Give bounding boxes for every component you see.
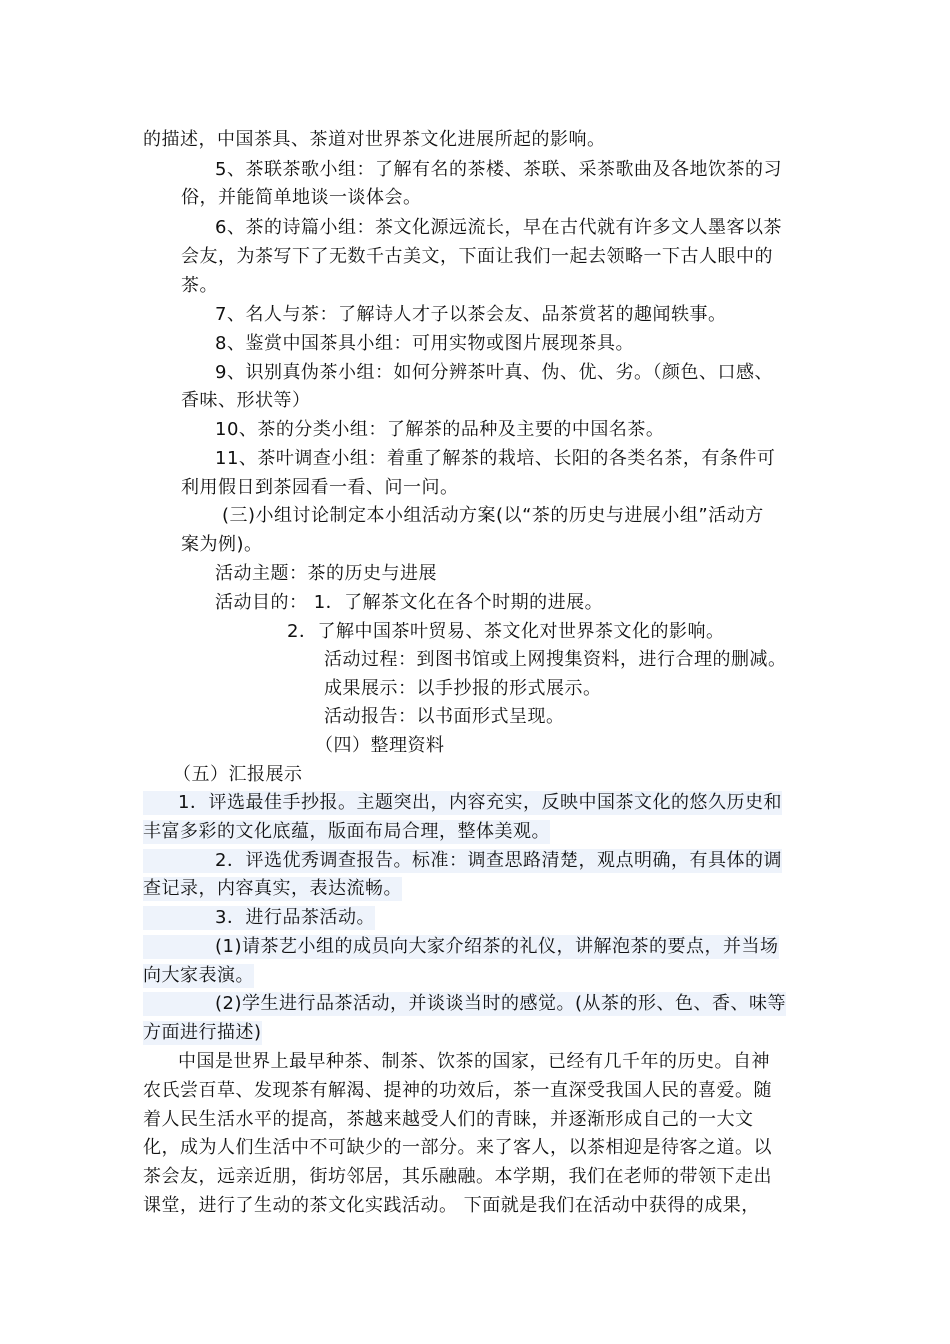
text-line: 茶会友，远亲近朋，街坊邻居，其乐融融。本学期，我们在老师的带领下走出 [143,1166,772,1187]
text-line-highlighted: 2．评选优秀调查报告。标准：调查思路清楚，观点明确，有具体的调 [143,849,782,873]
text-line-highlighted: 3．进行品茶活动。 [143,906,375,930]
text-line: 香味、形状等） [181,390,311,411]
text-line: 7、名人与茶：了解诗人才子以茶会友、品茶赏茗的趣闻轶事。 [215,304,727,325]
text-line: 5、茶联茶歌小组：了解有名的茶楼、茶联、采茶歌曲及各地饮茶的习 [215,159,782,180]
text-line-highlighted: 1．评选最佳手抄报。主题突出，内容充实，反映中国茶文化的悠久历史和 [143,791,782,815]
text-line: 课堂，进行了生动的茶文化实践活动。 下面就是我们在活动中获得的成果， [143,1195,760,1216]
text-line: 10、茶的分类小组：了解茶的品种及主要的中国名茶。 [215,419,665,440]
text-line: 中国是世界上最早种茶、制茶、饮茶的国家，已经有几千年的历史。自神 [178,1051,770,1072]
text-line: 活动主题：茶的历史与进展 [215,563,437,584]
text-line: （五）汇报展示 [173,764,303,785]
text-line: 11、茶叶调查小组：着重了解茶的栽培、长阳的各类名茶，有条件可 [215,448,776,469]
text-line: 化，成为人们生活中不可缺少的一部分。来了客人，以茶相迎是待客之道。以 [143,1137,772,1158]
text-line: 案为例)。 [181,534,263,555]
text-line: 农氏尝百草、发现茶有解渴、提神的功效后，茶一直深受我国人民的喜爱。随 [143,1080,772,1101]
text-line-highlighted: 方面进行描述) [143,1022,262,1043]
text-line: 成果展示：以手抄报的形式展示。 [324,678,602,699]
text-line: 利用假日到茶园看一看、问一问。 [181,477,459,498]
text-line: 活动报告：以书面形式呈现。 [324,706,565,727]
text-line: 6、茶的诗篇小组：茶文化源远流长，早在古代就有许多文人墨客以茶 [215,217,782,238]
text-line-highlighted: 向大家表演。 [143,965,254,986]
text-line: 的描述，中国茶具、茶道对世界茶文化进展所起的影响。 [143,129,606,150]
text-line: 茶。 [181,275,218,296]
text-line: 俗，并能简单地谈一谈体会。 [181,187,422,208]
text-line: (三)小组讨论制定本小组活动方案(以“茶的历史与进展小组”活动方 [222,505,764,526]
text-line: 会友，为茶写下了无数千古美文，下面让我们一起去领略一下古人眼中的 [181,246,773,267]
text-line-highlighted: (2)学生进行品茶活动，并谈谈当时的感觉。(从茶的形、色、香、味等 [143,992,786,1016]
text-line: 2．了解中国茶叶贸易、茶文化对世界茶文化的影响。 [287,621,725,642]
text-line-highlighted: 丰富多彩的文化底蕴，版面布局合理，整体美观。 [143,821,550,842]
text-line: 活动过程：到图书馆或上网搜集资料，进行合理的删减。 [324,649,787,670]
text-line: 着人民生活水平的提高，茶越来越受人们的青睐，并逐渐形成自己的一大文 [143,1109,754,1130]
text-line-highlighted: 查记录，内容真实，表达流畅。 [143,878,402,899]
text-line-highlighted: (1)请茶艺小组的成员向大家介绍茶的礼仪，讲解泡茶的要点，并当场 [143,935,779,959]
text-line: 活动目的： 1．了解茶文化在各个时期的进展。 [215,592,604,613]
text-line: （四）整理资料 [315,735,445,756]
text-line: 8、鉴赏中国茶具小组：可用实物或图片展现茶具。 [215,333,634,354]
text-line: 9、识别真伪茶小组：如何分辨茶叶真、伪、优、劣。（颜色、口感、 [215,362,773,383]
